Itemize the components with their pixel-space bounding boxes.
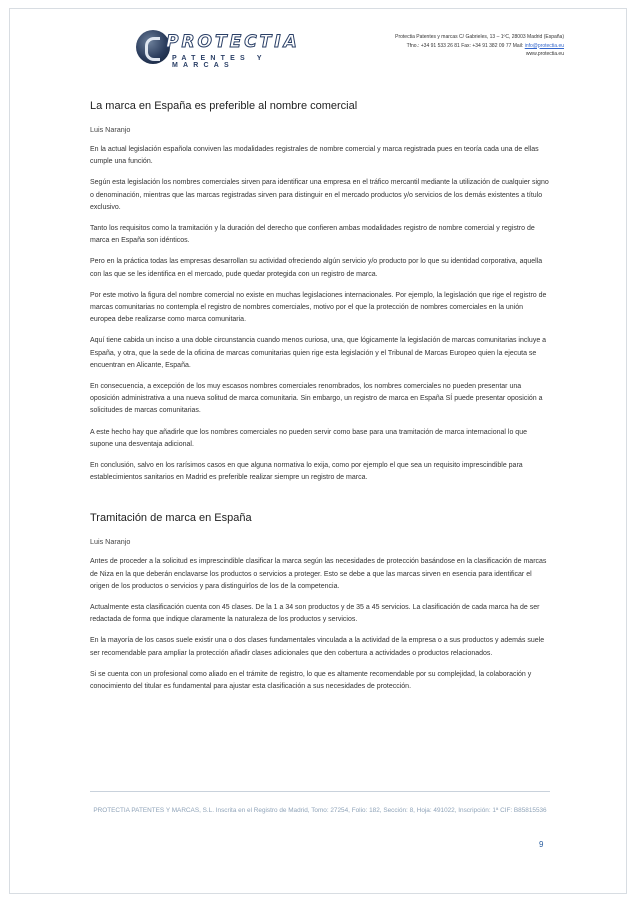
- section1-paragraph: Tanto los requisitos como la tramitación y la duración del derecho que confieren ambas modalidades registro de nombre comercial y registro de marca en España son idénticos.: [90, 225, 535, 245]
- section1-paragraph: En consecuencia, a excepción de los muy escasos nombres comerciales renombrados, los nombres comerciales no pueden presentar una oposición administrativa a una nueva solitud de marca comunitaria. Sin embargo, un registro de marca en España SÍ puede presentar oposición a solicitudes de marcas comunitarias.: [90, 383, 543, 415]
- section1-author: Luis Naranjo: [90, 125, 131, 134]
- section1-paragraph: En la actual legislación española conviven las modalidades registrales de nombre comercial y marca registrada pues en teoría cada una de ellas cumple una función.: [90, 146, 539, 166]
- section1-paragraph: En conclusión, salvo en los rarísimos casos en que alguna normativa lo exija, como por ejemplo el que sea un requisito imprescindible para establecimientos sanitarios en Madrid es preferible realizar siempre un registro de marca.: [90, 462, 523, 482]
- contact-block: [395, 33, 564, 59]
- section1-paragraph: Pero en la práctica todas las empresas desarrollan su actividad ofreciendo algún servicio y/o producto por lo que su identidad corporativa, aquella con las que se les identifica en el mercado, pude quedar protegida con un registro de marca.: [90, 258, 543, 278]
- section1-paragraph: Según esta legislación los nombres comerciales sirven para identificar una empresa en el tráfico mercantil mediante la utilización de cualquier signo o denominación, mientras que las marcas registradas sirven para distinguir en el mercado productos y/o servicios de los demás existentes a título exclusivo.: [90, 179, 549, 211]
- section1-paragraph: Por este motivo la figura del nombre comercial no existe en muchas legislaciones internacionales. Por ejemplo, la legislación que rige el registro de marcas comunitarias no contempla el registro de nombres comerciales, motivo por el que la protección de nombres comerciales en la unión europea debe realizarse como marca comunitaria.: [90, 291, 547, 324]
- footer-divider: [90, 791, 550, 792]
- contact-address: Protectia Patentes y marcas C/ Gabrieles, 13 – 1ºC, 28003 Madrid (España): [395, 34, 564, 40]
- contact-phone-line: [395, 42, 564, 51]
- page-number: 9: [539, 840, 544, 849]
- section2-paragraph: En la mayoría de los casos suele existir una o dos clases fundamentales vinculada a la actividad de la empresa o a sus productos y además suele ser recomendable para ampliar la protección añadir clases adicionales que den cobertura a actividades o productos relacionados.: [90, 637, 545, 657]
- section1-paragraph: A este hecho hay que añadirle que los nombres comerciales no pueden servir como base para una tramitación de marca internacional lo que supone una desventaja adicional.: [90, 428, 527, 448]
- logo-mark-icon: [136, 30, 170, 64]
- section1-title: La marca en España es preferible al nombre comercial: [90, 100, 358, 112]
- section2-title: Tramitación de marca en España: [90, 512, 252, 525]
- section2-paragraph: Antes de proceder a la solicitud es imprescindible clasificar la marca según las necesidades de protección basándose en la clasificación de marcas de Niza en la que deberán enclavarse los productos o servicios a proteger. Esto se debe a que las marcas sirven en esencia para identificar el origen de los productos o servicios y para distinguirlos de los de la competencia.: [90, 558, 547, 590]
- section2-author: Luis Naranjo: [90, 537, 131, 547]
- section2-paragraph: Si se cuenta con un profesional como aliado en el trámite de registro, lo que es altamente recomendable por su complejidad, la colaboración y conocimiento del titular es fundamental para ajustar esta clasificación a sus necesidades de protección.: [90, 670, 532, 691]
- logo-subtitle: PATENTES Y MARCAS: [172, 55, 267, 69]
- section2-paragraph: Actualmente esta clasificación cuenta con 45 clases. De la 1 a 34 son productos y de 35 a 45 servicios. La clasificación de cada marca ha de ser redactada de forma que indique claramente la naturaleza de los productos y servicios.: [90, 604, 540, 624]
- logo-word: PROTECTIA: [166, 32, 300, 52]
- footer-legal-text: PROTECTIA PATENTES Y MARCAS, S.L. Inscrita en el Registro de Madrid, Tomo: 27254, Folio: 182, Sección: 8, Hoja: 491022, Inscripción: 1ª CIF: B85815536: [93, 807, 547, 814]
- protectia-logo: [136, 28, 300, 70]
- contact-mail-link[interactable]: info@protectia.eu: [524, 42, 564, 49]
- contact-phone: Tfno.: +34 91 533 26 81 Fax: +34 91 382 09 77 Mail:: [406, 42, 524, 49]
- section1-paragraph: Aquí tiene cabida un inciso a una doble circunstancia cuando menos curiosa, una, que lógicamente la legislación de marcas comunitarias incluye a España, y otra, que la sede de la oficina de marcas comunitarias quien rige esta legislación y el Tribunal de Marcas Europeo quien la ejecuta se encuentran en Alicante, España.: [90, 337, 547, 369]
- article-content: [90, 100, 550, 702]
- contact-web[interactable]: www.protectia.eu: [525, 51, 564, 57]
